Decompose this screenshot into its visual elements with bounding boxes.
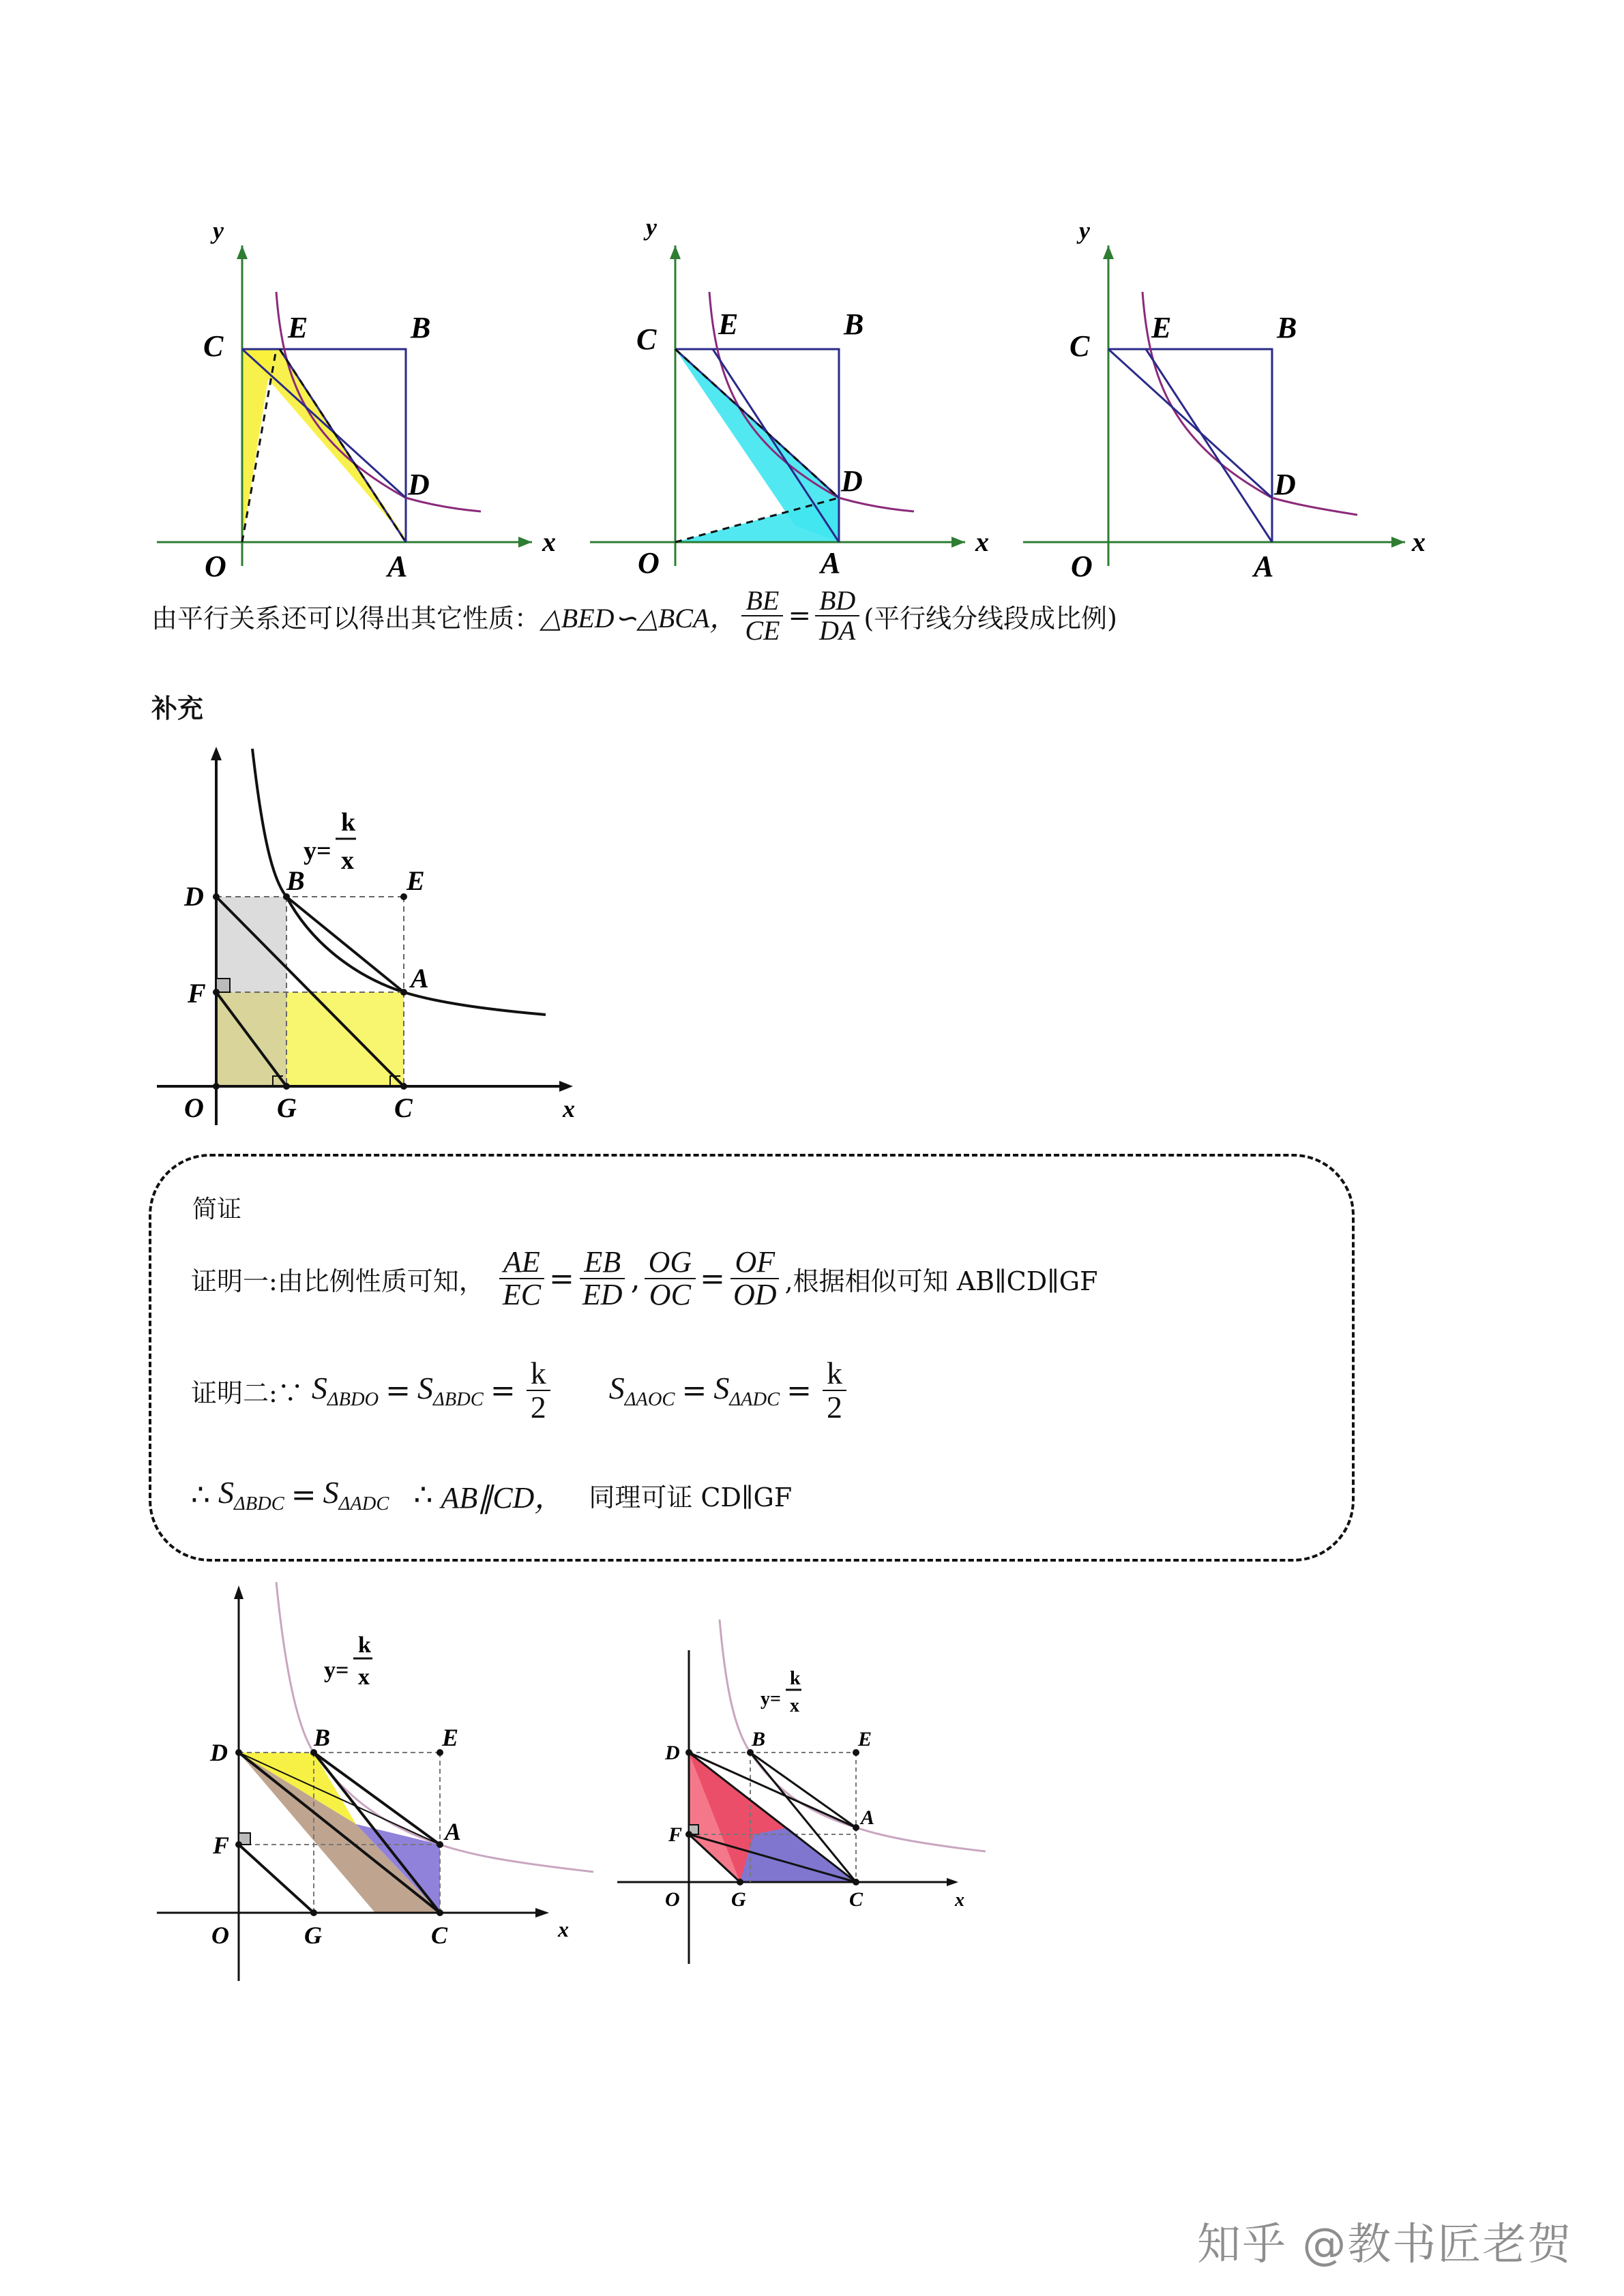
label-D: D [841,464,863,498]
line-BA [286,897,404,992]
comma: , [630,1261,640,1296]
label-F: F [668,1823,683,1846]
fraction-bd-da [815,586,859,645]
label-C: C [636,323,657,356]
label-C: C [1069,329,1090,363]
watermark: 知乎 @教书匠老贺 [1197,2220,1573,2270]
x-axis-arrow [1391,537,1405,548]
equals-sign: = [681,1373,707,1408]
func-prefix: y= [324,1658,349,1683]
point-D [685,1749,692,1756]
figure-bottom-1 [150,1582,614,1984]
label-E: E [858,1728,872,1750]
fraction-be-ce [741,586,784,645]
label-F: F [213,1832,230,1859]
label-A: A [411,963,429,994]
area-adc: $S_{\Delta ADC}$ [323,1475,389,1515]
figure-mid [143,743,607,1125]
hyperbola-curve [1142,292,1357,515]
label-B: B [314,1724,331,1751]
label-x: x [542,526,556,557]
equals-sign: = [700,1261,726,1296]
equals-sign: = [788,600,811,631]
therefore-sign: ∴ [413,1477,433,1512]
equals-sign: = [490,1373,516,1408]
area-aoc: $S_{\Delta AOC}$ [608,1371,675,1411]
point-C [437,1909,443,1916]
label-A: A [387,550,408,583]
label-B: B [844,308,864,341]
point-G [737,1879,743,1885]
y-axis-arrow [670,245,681,259]
fraction-num: BE [741,586,783,616]
therefore-sign: ∴ [191,1477,210,1512]
point-A [437,1841,443,1848]
x-axis-arrow [518,537,532,548]
label-x: x [955,1890,964,1911]
fraction-eb-ed [578,1247,627,1311]
point-D [235,1749,242,1756]
label-F: F [188,978,206,1009]
proof-line-1 [191,1247,1097,1311]
fraction-ae-ec [499,1247,545,1311]
label-C: C [394,1092,413,1123]
proof3-tail: 同理可证 CD∥GF [589,1482,793,1512]
label-O: O [665,1888,680,1911]
x-axis-arrow [951,537,965,548]
equals-sign: = [385,1373,411,1408]
func-den: x [341,846,354,875]
x-axis-arrow [559,1081,573,1092]
proof1-prefix: 证明一:由比例性质可知， [191,1266,485,1296]
fraction-den: CE [745,615,780,646]
label-G: G [731,1888,746,1911]
rect-CB-BA [1108,349,1272,542]
label-O: O [205,550,226,583]
fraction-k-2 [527,1357,550,1425]
point-G [283,1083,290,1090]
equals-sign: = [786,1373,812,1408]
figure-top-1 [136,205,556,586]
property-line [151,586,1117,645]
point-A [400,989,407,996]
proof-line-2 [191,1357,851,1425]
figure-top-3 [1003,205,1426,586]
fraction-den: OC [649,1278,691,1312]
fraction-og-oc [645,1247,696,1311]
label-C: C [849,1888,863,1911]
label-x: x [975,526,989,557]
proof-line-3 [191,1473,792,1517]
label-A: A [1254,550,1274,583]
label-D: D [408,468,430,501]
label-x: x [563,1095,575,1122]
fraction-num: BD [815,586,859,616]
label-x: x [558,1917,569,1941]
fraction-k-2 [823,1357,846,1425]
area-bdc: $S_{\Delta BDC}$ [218,1475,284,1515]
fraction-num: k [823,1357,846,1391]
label-O: O [1071,550,1093,583]
label-A: A [445,1818,462,1845]
figure-bottom-2 [614,1609,1009,1978]
label-y: y [646,213,657,241]
label-A: A [861,1806,875,1829]
label-D: D [210,1739,228,1766]
func-num: k [341,808,356,837]
point-F [213,989,220,996]
point-G [310,1909,317,1916]
func-prefix: y= [304,837,331,865]
area-adc: $S_{\Delta ADC}$ [713,1371,780,1411]
label-A: A [821,546,841,580]
y-axis-arrow [234,1585,243,1599]
label-G: G [277,1092,297,1123]
func-num: k [790,1668,801,1689]
fraction-den: DA [819,615,856,646]
func-num: k [358,1632,371,1658]
fraction-den: 2 [827,1390,842,1425]
line-CD [242,349,406,498]
y-axis-arrow [237,245,248,259]
ab-parallel-cd: AB∥CD， [441,1481,565,1515]
y-axis-arrow [211,747,222,760]
x-axis-arrow [535,1908,549,1918]
label-D: D [184,881,204,912]
label-E: E [718,308,739,341]
label-O: O [638,546,660,580]
property-prefix: 由平行关系还可以得出其它性质： [151,603,541,633]
label-E: E [442,1724,459,1751]
figure-top-2 [570,205,989,586]
line-EA [713,349,839,542]
fraction-num: EB [580,1247,625,1279]
fraction-num: k [527,1357,550,1391]
y-axis-arrow [1103,245,1114,259]
proof2-prefix: 证明二:∵ [191,1377,304,1408]
point-A [853,1824,859,1831]
label-B: B [286,865,305,896]
label-E: E [1151,311,1172,344]
label-B: B [411,311,431,344]
label-E: E [407,865,425,896]
line-EA [1146,349,1272,542]
equals-sign: = [291,1477,316,1512]
point-F [235,1841,242,1848]
point-C [400,1083,407,1090]
func-prefix: y= [761,1688,781,1710]
label-B: B [1277,311,1297,344]
label-G: G [304,1922,322,1949]
property-suffix: (平行线分线段成比例) [863,603,1117,633]
proof1-suffix: ,根据相似可知 AB∥CD∥GF [784,1266,1098,1296]
label-O: O [184,1092,204,1123]
label-D: D [1274,468,1296,501]
label-C: C [431,1922,448,1949]
point-C [853,1879,859,1885]
equals-sign: = [549,1261,574,1296]
point-F [685,1831,692,1838]
fraction-den: ED [582,1278,623,1312]
supplement-heading: 补充 [151,694,204,724]
similar-triangles: △BED∽△BCA， [540,602,737,633]
label-C: C [203,329,224,363]
fraction-num: AE [499,1247,544,1279]
fraction-den: OD [733,1278,777,1312]
fraction-den: 2 [530,1390,546,1425]
label-E: E [288,311,308,344]
label-y: y [1079,217,1090,244]
proof-title: 简证 [192,1195,242,1223]
line-CD [1108,349,1272,498]
line-FG [239,1845,314,1913]
fraction-of-od [729,1247,781,1311]
label-D: D [665,1742,680,1764]
label-y: y [213,217,224,244]
label-O: O [211,1922,229,1949]
point-D [213,893,220,900]
fraction-num: OF [730,1247,779,1279]
x-axis-arrow [947,1878,958,1886]
area-bdc: $S_{\Delta BDC}$ [417,1371,484,1411]
label-x: x [1412,526,1426,557]
area-bdo: $S_{\Delta BDO}$ [311,1371,379,1411]
fraction-num: OG [645,1247,696,1279]
point-O [213,1083,220,1090]
fraction-den: EC [502,1278,542,1312]
label-B: B [752,1728,766,1750]
func-den: x [358,1665,370,1690]
func-den: x [790,1695,799,1716]
